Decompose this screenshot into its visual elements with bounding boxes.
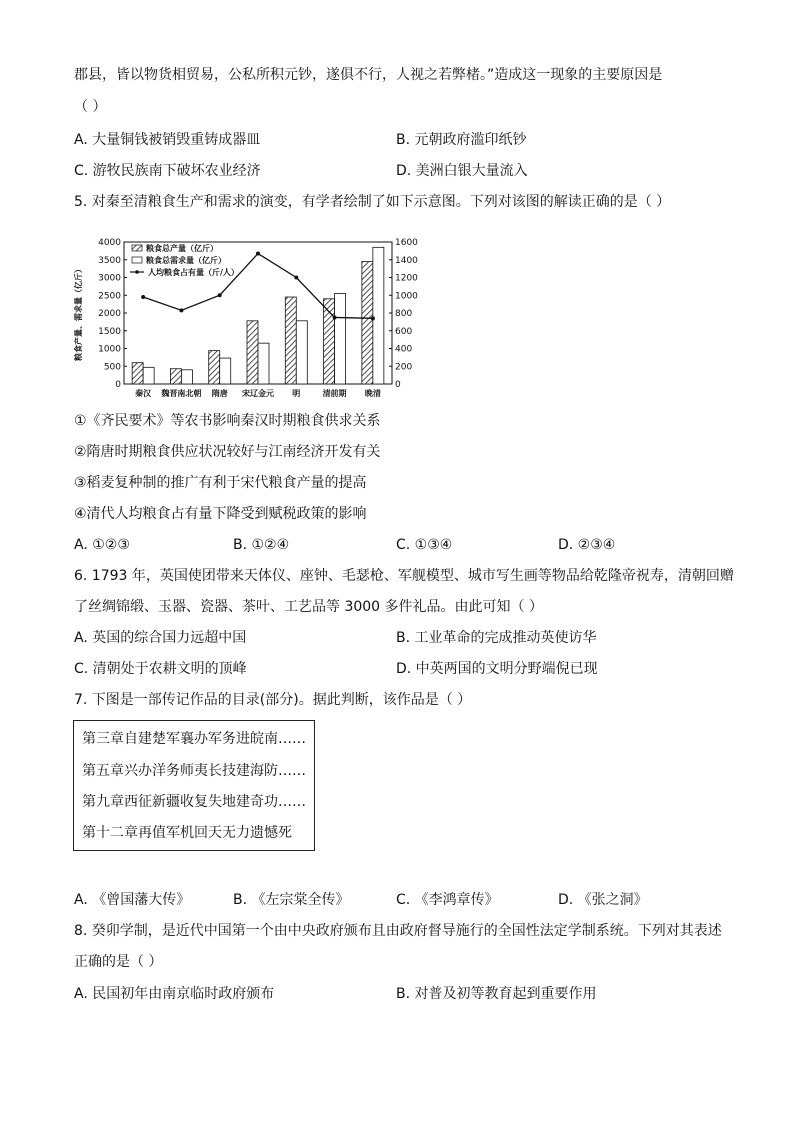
y2-tick-label: 0 — [395, 380, 401, 390]
bar-production — [132, 363, 143, 384]
per-capita-point — [294, 276, 298, 280]
y2-tick-label: 800 — [395, 309, 413, 319]
q4-option-d: D. 美洲白银大量流入 — [396, 163, 528, 179]
per-capita-point — [371, 316, 375, 320]
q5-option-b: B. ①②④ — [233, 537, 290, 553]
q6-option-d: D. 中英两国的文明分野端倪已现 — [396, 661, 598, 677]
y-tick-label: 3500 — [98, 255, 121, 266]
q4-option-c: C. 游牧民族南下破坏农业经济 — [74, 163, 261, 179]
grain-chart — [72, 224, 432, 404]
x-tick-label: 清前期 — [322, 389, 347, 398]
y-axis-label: 粮食产量、需求量（亿斤） — [74, 265, 83, 361]
q7-option-d: D. 《张之洞》 — [558, 892, 648, 908]
q5-stem: 5. 对秦至清粮食生产和需求的演变，有学者绘制了如下示意图。下列对该图的解读正确的是（ ） — [74, 194, 671, 210]
bar-production — [170, 369, 181, 384]
bar-demand — [181, 370, 192, 384]
q8-option-b: B. 对普及初等教育起到重要作用 — [396, 986, 597, 1002]
x-tick-label: 明 — [292, 389, 301, 398]
toc-line-3: 第九章西征新疆收复失地建奇功…… — [82, 794, 306, 810]
q8-option-a: A. 民国初年由南京临时政府颁布 — [74, 986, 275, 1002]
y2-tick-label: 1400 — [395, 255, 418, 266]
toc-line-2: 第五章兴办洋务师夷长技建海防…… — [82, 763, 306, 779]
q5-option-d: D. ②③④ — [558, 537, 616, 553]
q5-option-c: C. ①③④ — [396, 537, 453, 553]
legend-label-production: 粮食总产量（亿斤） — [146, 244, 218, 253]
bar-demand — [373, 247, 384, 384]
bar-production — [209, 351, 220, 384]
q7-option-c: C. 《李鸿章传》 — [396, 892, 499, 908]
legend-swatch-demand — [132, 257, 142, 263]
y2-tick-label: 1200 — [395, 273, 418, 284]
x-tick-label: 晚清 — [364, 389, 381, 398]
bar-demand — [220, 358, 231, 384]
q7-stem: 7. 下图是一部传记作品的目录(部分)。据此判断，该作品是（ ） — [74, 692, 472, 708]
q4-answer-paren: （ ） — [74, 99, 107, 115]
x-tick-label: 魏晋南北朝 — [161, 389, 202, 398]
y2-tick-label: 600 — [395, 326, 413, 337]
q6-stem-line1: 6. 1793 年，英国使团带来天体仪、座钟、毛瑟枪、军舰模型、城市写生画等物品给乾隆帝祝寿，清朝回赠 — [74, 568, 734, 584]
bar-demand — [296, 321, 307, 384]
q7-option-b: B. 《左宗棠全传》 — [233, 892, 350, 908]
x-tick-label: 秦汉 — [135, 389, 152, 398]
legend-label-per-capita: 人均粮食占有量（斤/人） — [148, 268, 239, 277]
y-tick-label: 2500 — [98, 291, 121, 302]
x-tick-label: 宋辽金元 — [242, 389, 274, 398]
y-tick-label: 2000 — [98, 309, 121, 319]
toc-line-4: 第十二章再值军机回天无力遗憾死 — [82, 825, 292, 841]
x-tick-label: 隋唐 — [211, 389, 228, 398]
y2-tick-label: 400 — [395, 344, 413, 355]
q7-option-a: A. 《曾国藩大传》 — [74, 892, 191, 908]
y2-tick-label: 1000 — [395, 291, 418, 302]
per-capita-point — [256, 252, 260, 256]
legend-marker-per-capita — [135, 270, 139, 274]
bar-demand — [143, 367, 154, 384]
q5-statement-2: ②隋唐时期粮食供应状况较好与江南经济开发有关 — [74, 444, 381, 460]
legend-swatch-production — [132, 245, 142, 251]
y-tick-label: 3000 — [98, 273, 121, 284]
bar-demand — [335, 293, 346, 384]
bar-production — [285, 297, 296, 384]
q8-stem-line2: 正确的是（ ） — [74, 954, 163, 970]
q5-statement-1: ①《齐民要术》等农书影响秦汉时期粮食供求关系 — [74, 413, 381, 429]
toc-box — [73, 720, 315, 851]
bar-demand — [258, 343, 269, 384]
y-tick-label: 0 — [115, 380, 121, 390]
legend-label-demand: 粮食总需求量（亿斤） — [146, 256, 226, 265]
per-capita-point — [179, 308, 183, 312]
per-capita-point — [218, 293, 222, 297]
toc-line-1: 第三章自建楚军襄办军务进皖南…… — [82, 731, 306, 747]
q6-option-a: A. 英国的综合国力远超中国 — [74, 630, 247, 646]
q5-statement-4: ④清代人均粮食占有量下降受到赋税政策的影响 — [74, 506, 367, 522]
y2-tick-label: 200 — [395, 362, 413, 373]
y-tick-label: 4000 — [98, 238, 121, 248]
q4-stem-continued: 郡县，皆以物货相贸易，公私所积元钞，遂俱不行，人视之若弊楮。”造成这一现象的主要原因是 — [74, 67, 663, 83]
y-tick-label: 1000 — [98, 344, 121, 355]
bar-production — [362, 262, 373, 384]
y2-tick-label: 1600 — [395, 238, 418, 248]
q5-option-a: A. ①②③ — [74, 537, 130, 553]
q4-option-b: B. 元朝政府滥印纸钞 — [396, 132, 527, 148]
q4-option-a: A. 大量铜钱被销毁重铸成器皿 — [74, 132, 261, 148]
y-tick-label: 1500 — [98, 326, 121, 337]
bar-production — [247, 321, 258, 384]
q6-option-c: C. 清朝处于农耕文明的顶峰 — [74, 661, 247, 677]
per-capita-point — [333, 315, 337, 319]
q5-statement-3: ③稻麦复种制的推广有利于宋代粮食产量的提高 — [74, 475, 367, 491]
per-capita-point — [141, 295, 145, 299]
q6-option-b: B. 工业革命的完成推动英使访华 — [396, 630, 597, 646]
y-tick-label: 500 — [103, 362, 121, 373]
q6-stem-line2: 了丝绸锦缎、玉器、瓷器、茶叶、工艺品等 3000 多件礼品。由此可知（ ） — [74, 599, 543, 615]
q8-stem-line1: 8. 癸卯学制，是近代中国第一个由中央政府颁布且由政府督导施行的全国性法定学制系统。下列对其表述 — [74, 923, 722, 939]
